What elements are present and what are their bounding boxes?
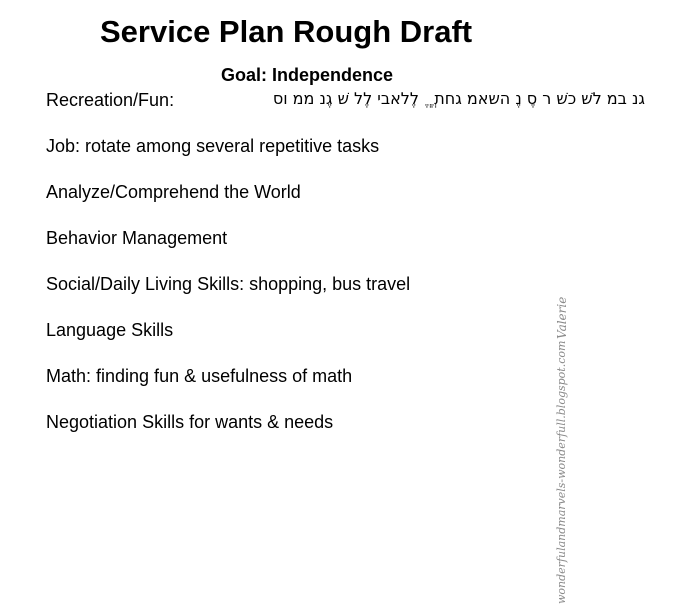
- plan-item-social-daily-living: Social/Daily Living Skills: shopping, bus travel: [46, 274, 411, 294]
- document-title: Service Plan Rough Draft: [100, 14, 473, 49]
- plan-item-job: Job: rotate among several repetitive tasks: [46, 136, 380, 156]
- plan-item-math: Math: finding fun & usefulness of math: [46, 366, 353, 386]
- plan-item-recreation: Recreation/Fun:: [46, 90, 175, 110]
- plan-item-analyze: Analyze/Comprehend the World: [46, 182, 301, 202]
- hebrew-scribble-text: גנ במ לשׁ כשׁ ר סֶ נֶ השאמ גחת ֱ ֱ לֶלאבי לֶל שׁ גֶנ ממ וס: [272, 89, 645, 108]
- watermark: [555, 282, 595, 604]
- watermark-name: Valerie: [555, 296, 569, 339]
- plan-item-behavior: Behavior Management: [46, 228, 228, 248]
- goal-heading: Goal: Independence: [221, 65, 394, 85]
- plan-item-language: Language Skills: [46, 320, 174, 340]
- plan-item-negotiation: Negotiation Skills for wants & needs: [46, 412, 334, 432]
- watermark-url: wonderfulandmarvels-wonderfull.blogspot.com: [555, 340, 568, 604]
